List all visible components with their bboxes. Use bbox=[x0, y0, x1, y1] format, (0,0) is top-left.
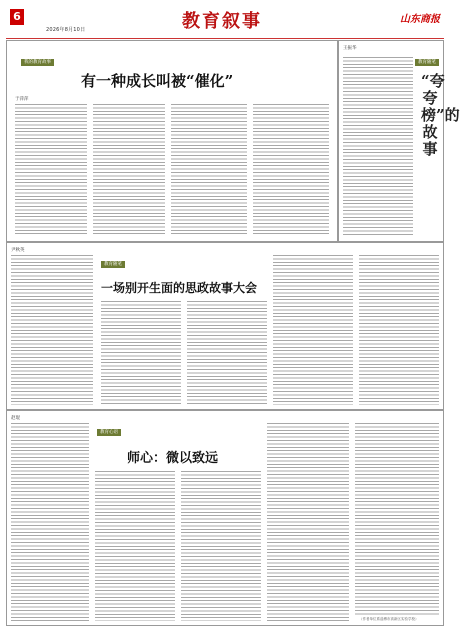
article-1 bbox=[6, 40, 338, 242]
side-article-col-1 bbox=[343, 57, 413, 235]
article-1-col-1 bbox=[15, 104, 87, 236]
article-2-title: 一场别开生面的思政故事大会 bbox=[101, 281, 258, 295]
article-3-byline: 赵琨 bbox=[11, 416, 20, 421]
article-1-col-3 bbox=[171, 104, 247, 236]
article-3-author-note: （作者单位系淄博市高新区实验学校） bbox=[359, 617, 419, 621]
article-1-col-2 bbox=[93, 104, 165, 236]
article-2 bbox=[6, 242, 444, 410]
side-article-byline: 王振华 bbox=[343, 46, 357, 51]
article-2-col-3 bbox=[187, 301, 267, 405]
article-3-col-5 bbox=[355, 423, 439, 617]
page-number: 6 bbox=[10, 9, 24, 25]
issue-date: 2026年8月10日 bbox=[46, 27, 86, 33]
article-1-tag: 我的教育故事 bbox=[21, 59, 54, 66]
article-3-col-3 bbox=[181, 471, 261, 621]
article-2-col-1 bbox=[11, 255, 93, 405]
article-3-col-2 bbox=[95, 471, 175, 621]
brand-logo: 山东商报 bbox=[400, 14, 440, 25]
article-3 bbox=[6, 410, 444, 626]
page-header bbox=[6, 4, 444, 39]
article-2-col-4 bbox=[273, 255, 353, 405]
section-title: 教育叙事 bbox=[182, 11, 262, 32]
article-2-byline: 尹秋英 bbox=[11, 248, 25, 253]
article-3-title: 师心：微以致远 bbox=[127, 451, 219, 466]
article-3-col-1 bbox=[11, 423, 89, 621]
article-2-tag: 教育随笔 bbox=[101, 261, 125, 268]
side-article bbox=[338, 40, 460, 242]
side-article-tag: 教育随笔 bbox=[415, 59, 439, 66]
article-3-col-4 bbox=[267, 423, 349, 621]
side-article-title: “夸夸榜”的故事 bbox=[421, 72, 460, 158]
article-1-col-4 bbox=[253, 104, 329, 236]
article-2-col-5 bbox=[359, 255, 439, 405]
article-3-tag: 教育心语 bbox=[97, 429, 121, 436]
article-2-col-2 bbox=[101, 301, 181, 405]
article-1-byline: 于萍萍 bbox=[15, 97, 29, 102]
article-1-title: 有一种成长叫被“催化” bbox=[81, 72, 234, 90]
